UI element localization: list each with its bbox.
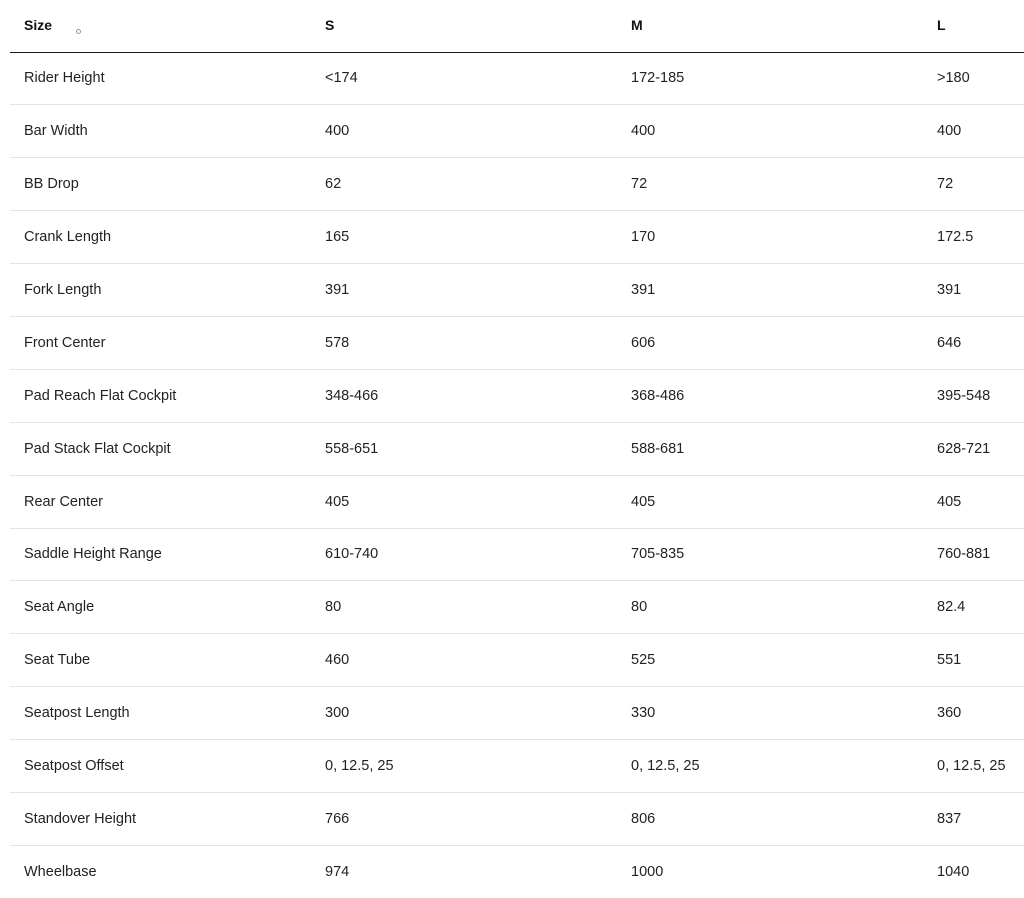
row-label: Seat Angle [24,599,95,616]
cell-m: 391 [631,282,656,298]
cell-l: 837 [937,810,962,827]
table-row [10,52,1024,105]
cell-l: 760-881 [937,546,991,563]
cell-m: 588-681 [631,440,685,457]
cell-s: 460 [325,652,350,669]
table-row [10,264,1024,317]
row-label: Pad Reach Flat Cockpit [24,387,177,404]
cell-m: 80 [631,599,648,616]
table-body [10,52,1024,898]
table-row [10,581,1024,634]
table-row [10,211,1024,264]
row-label: Bar Width [24,123,88,140]
row-label: Wheelbase [24,864,97,881]
cell-l: 0, 12.5, 25 [937,758,1006,775]
table-row [10,369,1024,422]
table-row [10,845,1024,898]
cell-l: >180 [937,70,970,87]
header-row [10,0,1024,52]
cell-m: 330 [631,705,656,722]
header-s: S [325,0,631,52]
cell-s: 578 [325,334,350,351]
cell-s: 558-651 [325,440,379,457]
sort-circle-icon[interactable] [76,29,81,34]
cell-m: 525 [631,652,656,669]
cell-l: 82.4 [937,599,966,616]
cell-m: 172-185 [631,70,685,87]
table-header [10,0,1024,52]
cell-s: 610-740 [325,546,379,563]
cell-s: 0, 12.5, 25 [325,758,394,775]
cell-l: 72 [937,176,954,193]
table-row [10,792,1024,845]
cell-s: 165 [325,229,350,246]
cell-m: 72 [631,176,648,193]
cell-l: 1040 [937,864,970,881]
cell-l: 551 [937,652,962,669]
row-label: Pad Stack Flat Cockpit [24,440,171,457]
cell-l: 360 [937,705,962,722]
table-row [10,634,1024,687]
row-label: Seatpost Length [24,705,130,722]
row-label: BB Drop [24,176,79,193]
row-label: Crank Length [24,229,112,246]
table-row [10,105,1024,158]
row-label: Seat Tube [24,652,91,669]
row-label: Standover Height [24,810,137,827]
cell-l: 395-548 [937,387,991,404]
header-l: L [937,0,1024,52]
cell-m: 705-835 [631,546,685,563]
header-size[interactable] [10,0,325,52]
cell-m: 0, 12.5, 25 [631,758,700,775]
cell-s: 80 [325,599,342,616]
table-row [10,528,1024,581]
cell-s: 766 [325,810,350,827]
cell-s: 300 [325,705,350,722]
cell-s: 974 [325,864,350,881]
table-row [10,158,1024,211]
cell-m: 806 [631,810,656,827]
row-label: Fork Length [24,282,102,298]
row-label: Seatpost Offset [24,758,124,775]
cell-m: 170 [631,229,656,246]
header-m: M [631,0,937,52]
cell-m: 1000 [631,864,664,881]
cell-s: <174 [325,70,358,87]
header-size-label: Size [24,17,53,34]
cell-l: 172.5 [937,229,974,246]
cell-l: 646 [937,334,962,351]
cell-s: 62 [325,176,342,193]
cell-s: 405 [325,493,350,510]
cell-l: 628-721 [937,440,991,457]
cell-m: 405 [631,493,656,510]
cell-s: 400 [325,123,350,140]
cell-l: 405 [937,493,962,510]
row-label: Front Center [24,334,106,351]
table-row [10,740,1024,793]
cell-m: 368-486 [631,387,685,404]
row-label: Saddle Height Range [24,546,162,563]
cell-m: 606 [631,334,656,351]
table-row [10,422,1024,475]
table-row [10,316,1024,369]
row-label: Rider Height [24,70,105,87]
row-label: Rear Center [24,493,103,510]
cell-s: 391 [325,282,350,298]
cell-l: 400 [937,123,962,140]
geometry-table [10,0,1024,898]
table-row [10,687,1024,740]
cell-s: 348-466 [325,387,379,404]
cell-m: 400 [631,123,656,140]
cell-l: 391 [937,282,962,298]
table-row [10,475,1024,528]
